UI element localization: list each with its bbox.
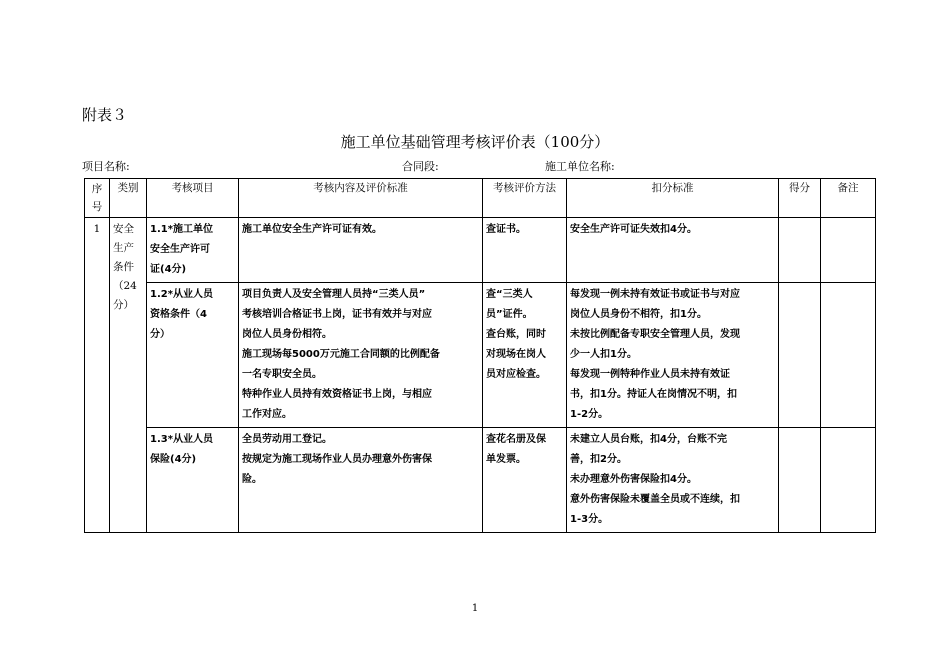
score-cell[interactable] bbox=[779, 283, 821, 428]
evaluation-table bbox=[84, 178, 876, 533]
item-cell bbox=[147, 428, 239, 533]
page-number: 1 bbox=[471, 603, 479, 614]
header-content: 考核内容及评价标准 bbox=[239, 179, 483, 218]
content-line: 按规定为施工现场作业人员办理意外伤害保 bbox=[242, 454, 432, 465]
deduction-line: 1-2分。 bbox=[570, 409, 609, 420]
deduction-line: 书，扣1分。持证人在岗情况不明，扣 bbox=[570, 389, 737, 400]
item-line: 分） bbox=[150, 329, 170, 340]
content-cell bbox=[239, 218, 483, 283]
document-title: 施工单位基础管理考核评价表（100分） bbox=[340, 133, 610, 151]
deduction-cell bbox=[567, 218, 779, 283]
table-row bbox=[85, 428, 876, 533]
method-line: 查花名册及保 bbox=[486, 434, 546, 445]
remark-cell[interactable] bbox=[821, 218, 876, 283]
deduction-line: 未办理意外伤害保险扣4分。 bbox=[570, 474, 697, 485]
category-line: 生产 bbox=[113, 242, 134, 254]
content-line: 施工现场每5000万元施工合同额的比例配备 bbox=[242, 349, 440, 360]
method-cell bbox=[483, 428, 567, 533]
item-line: 安全生产许可 bbox=[150, 244, 210, 255]
annex-label: 附表３ bbox=[82, 106, 128, 124]
content-line: 险。 bbox=[242, 474, 262, 485]
content-line: 特种作业人员持有效资格证书上岗，与相应 bbox=[242, 389, 432, 400]
item-line: 1.2*从业人员 bbox=[150, 289, 213, 300]
content-line: 考核培训合格证书上岗，证书有效并与对应 bbox=[242, 309, 432, 320]
content-line: 工作对应。 bbox=[242, 409, 292, 420]
table-row bbox=[85, 218, 876, 283]
deduction-cell bbox=[567, 283, 779, 428]
deduction-line: 每发现一例特种作业人员未持有效证 bbox=[570, 369, 730, 380]
category-cell bbox=[110, 218, 147, 533]
method-cell bbox=[483, 283, 567, 428]
item-cell bbox=[147, 283, 239, 428]
score-cell[interactable] bbox=[779, 428, 821, 533]
unit-name-label: 施工单位名称: bbox=[545, 160, 615, 173]
remark-cell[interactable] bbox=[821, 283, 876, 428]
item-line: 证(4分) bbox=[150, 264, 187, 275]
content-line: 岗位人员身份相符。 bbox=[242, 329, 332, 340]
deduction-line: 善，扣2分。 bbox=[570, 454, 627, 465]
method-line: 员对应检查。 bbox=[486, 369, 546, 380]
header-seq: 序号 bbox=[85, 179, 110, 218]
deduction-line: 安全生产许可证失效扣4分。 bbox=[570, 224, 697, 235]
content-cell bbox=[239, 428, 483, 533]
deduction-line: 未建立人员台账，扣4分，台账不完 bbox=[570, 434, 727, 445]
deduction-line: 未按比例配备专职安全管理人员，发现 bbox=[570, 329, 740, 340]
category-line: 安全 bbox=[113, 223, 134, 235]
category-line: 条件 bbox=[113, 261, 134, 273]
item-line: 资格条件（4 bbox=[150, 309, 207, 320]
score-cell[interactable] bbox=[779, 218, 821, 283]
header-method: 考核评价方法 bbox=[483, 179, 567, 218]
table-row bbox=[85, 283, 876, 428]
remark-cell[interactable] bbox=[821, 428, 876, 533]
method-line: 查台账，同时 bbox=[486, 329, 546, 340]
method-line: 查“三类人 bbox=[486, 289, 533, 300]
item-line: 保险(4分) bbox=[150, 454, 197, 465]
seq-cell: 1 bbox=[85, 218, 110, 533]
contract-section-label: 合同段: bbox=[402, 160, 439, 173]
project-name-label: 项目名称: bbox=[82, 160, 130, 173]
item-line: 1.1*施工单位 bbox=[150, 224, 213, 235]
header-remark: 备注 bbox=[821, 179, 876, 218]
item-cell bbox=[147, 218, 239, 283]
deduction-line: 少一人扣1分。 bbox=[570, 349, 637, 360]
content-line: 施工单位安全生产许可证有效。 bbox=[242, 224, 382, 235]
method-cell bbox=[483, 218, 567, 283]
deduction-line: 岗位人员身份不相符，扣1分。 bbox=[570, 309, 707, 320]
header-score: 得分 bbox=[779, 179, 821, 218]
item-line: 1.3*从业人员 bbox=[150, 434, 213, 445]
header-item: 考核项目 bbox=[147, 179, 239, 218]
method-line: 员”证件。 bbox=[486, 309, 533, 320]
header-deduction: 扣分标准 bbox=[567, 179, 779, 218]
content-cell bbox=[239, 283, 483, 428]
deduction-line: 1-3分。 bbox=[570, 514, 609, 525]
method-line: 单发票。 bbox=[486, 454, 526, 465]
deduction-line: 意外伤害保险未覆盖全员或不连续，扣 bbox=[570, 494, 740, 505]
category-line: （24 bbox=[113, 280, 137, 292]
method-line: 对现场在岗人 bbox=[486, 349, 546, 360]
content-line: 项目负责人及安全管理人员持“三类人员” bbox=[242, 289, 426, 300]
category-line: 分） bbox=[113, 299, 134, 311]
deduction-line: 每发现一例未持有效证书或证书与对应 bbox=[570, 289, 740, 300]
deduction-cell bbox=[567, 428, 779, 533]
content-line: 一名专职安全员。 bbox=[242, 369, 322, 380]
method-line: 查证书。 bbox=[486, 224, 526, 235]
header-category: 类别 bbox=[110, 179, 147, 218]
table-header-row bbox=[85, 179, 876, 218]
content-line: 全员劳动用工登记。 bbox=[242, 434, 332, 445]
